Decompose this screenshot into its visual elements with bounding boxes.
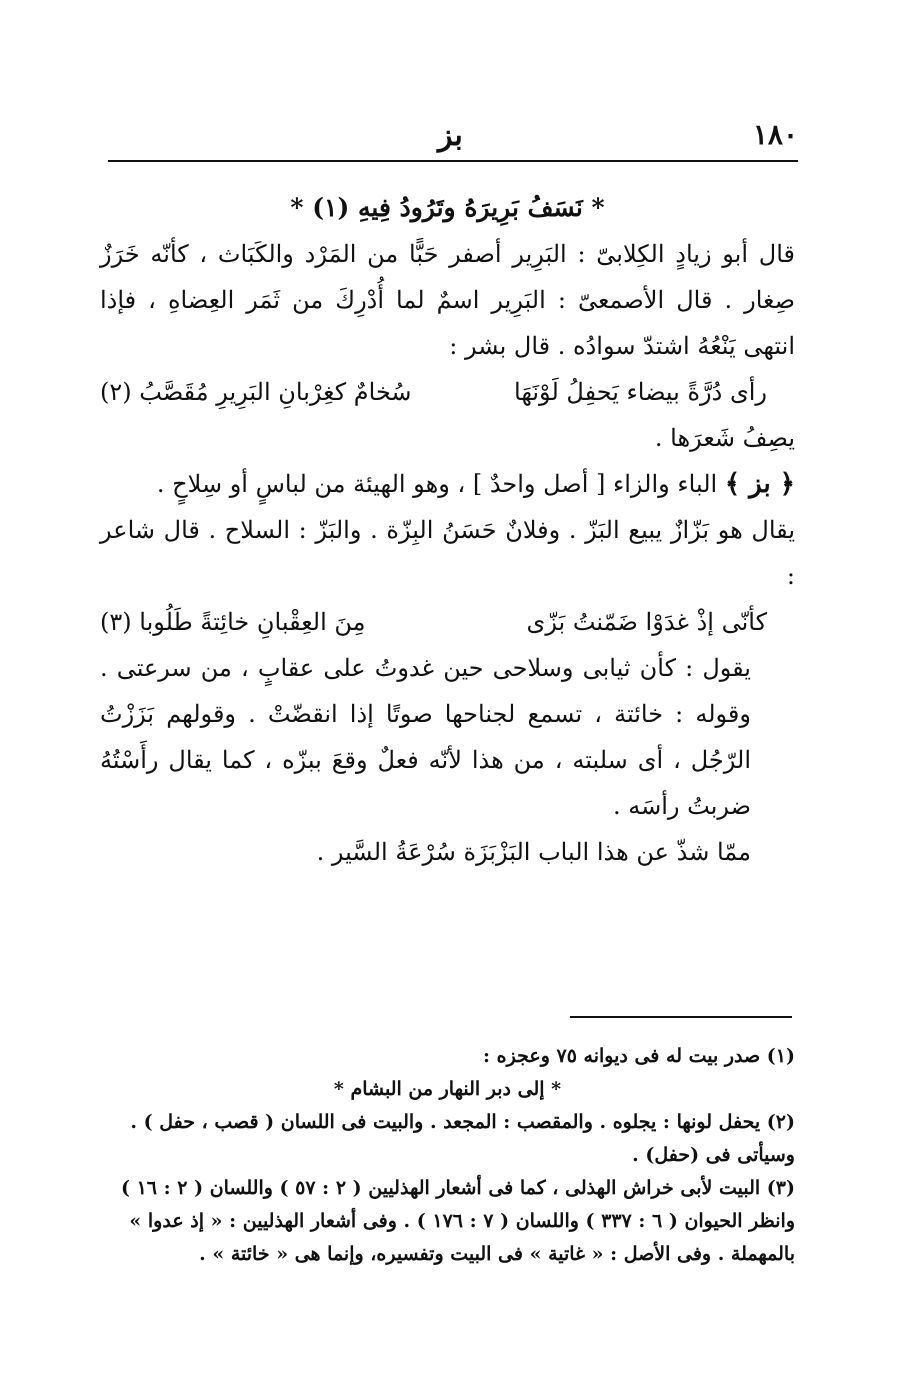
- verse-first-half: رأى دُرَّةً بيضاء يَحفِلُ لَوْنَهَا: [514, 378, 767, 406]
- verse-second-half: مِنَ العِقْبانِ خائِتةً طَلُوبا (٣): [100, 608, 366, 636]
- page-header: [108, 118, 798, 160]
- header-rule: [108, 160, 798, 162]
- verse-first-half: كأنّى إذْ غدَوْا ضَمّنتُ بَزّى: [526, 608, 767, 636]
- paragraph: يقال هو بَزّازٌ يبيع البَزّ . وفلانٌ حَسَنُ البِزّة . والبَزّ : السلاح . قال شاعر :: [100, 516, 795, 590]
- paragraph: قال أبو زيادٍ الكِلابىّ : البَرِير أصفر حَبًّا من المَرْد والكَبَاث ، كأنّه خَرَزٌ صِغار . قال الأصمعىّ : البَرِير اسمٌ لما أُدْرِكَ من ثَمَر العِضاهِ ، فإذا انتهى يَنْعُهُ اشتدّ سوادُه . قال بشر :: [100, 240, 795, 360]
- footnotes: [100, 1040, 795, 1271]
- paragraph: يقول : كأن ثيابى وسلاحى حين غدوتُ على عقابٍ ، من سرعتى . وقوله : خائتة ، تسمع لجناحها صوتًا إذا انقضّتْ . وقولهم بَزَزْتُ الرّجُل ، أى سلبته ، من هذا لأنّه فعلٌ وقعَ ببزّه ، كما يقال رأَسْتُهُ ضربتُ رأسَه .: [100, 654, 751, 820]
- paragraph: ممّا شذّ عن هذا الباب البَزْبَزَة سُرْعَةُ السَّير .: [316, 838, 751, 866]
- footnote-1: (١) صدر بيت له فى ديوانه ٧٥ وعجزه :: [483, 1045, 795, 1067]
- running-head: بز: [438, 118, 463, 153]
- main-text: [100, 185, 795, 875]
- paragraph: يصِفُ شَعرَها .: [654, 424, 795, 452]
- verse-line: [100, 369, 795, 415]
- root-entry: [100, 461, 795, 507]
- headword-verse: * نَسَفُ بَرِيرَهُ وتَرُودُ فِيهِ (١) *: [290, 193, 605, 222]
- footnote-rule: [570, 1016, 792, 1018]
- root-definition: الباء والزاء [ أصل واحدٌ ] ، وهو الهيئة من لباسٍ أو سِلاحٍ .: [156, 470, 718, 498]
- root-label: ﴿ بز ﴾: [724, 469, 795, 499]
- footnote-1-verse: * إلى دبر النهار من البشام *: [333, 1078, 562, 1100]
- page-number: ١٨٠: [752, 118, 798, 151]
- verse-second-half: سُخامٌ كغِرْبانِ البَرِيرِ مُقَصَّبُ (٢): [100, 378, 412, 406]
- footnote-3: (٣) البيت لأبى خراش الهذلى ، كما فى أشعار الهذليين ( ٢ : ٥٧ ) واللسان ( ٢ : ١٦ ) وانظر الحيوان ( ٦ : ٣٣٧ ) واللسان ( ٧ : ١٧٦ ) . وفى أشعار الهذليين : « إذ عدوا » بالمهملة . وفى الأصل : « غاتية » فى البيت وتفسيره، وإنما هى « خائتة » .: [120, 1177, 795, 1265]
- footnote-2: (٢) يحفل لونها : يجلوه . والمقصب : المجعد . والبيت فى اللسان ( قصب ، حفل ) . وسيأتى فى (حفل) .: [130, 1111, 795, 1166]
- verse-line: [100, 599, 795, 645]
